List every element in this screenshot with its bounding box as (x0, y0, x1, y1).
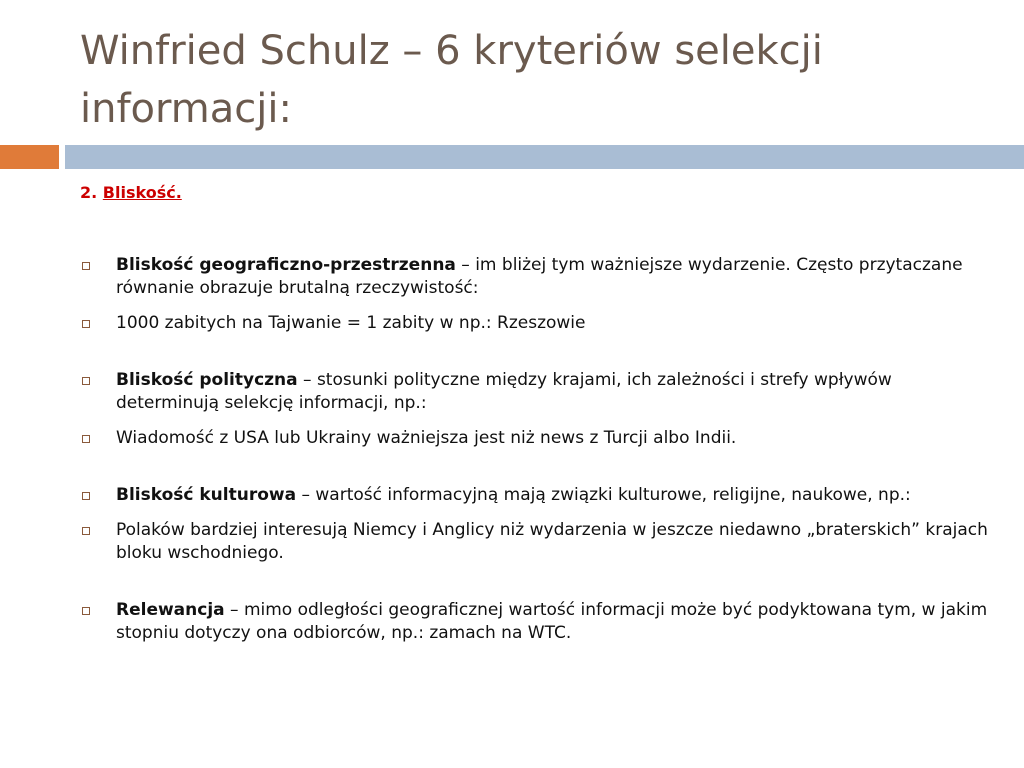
accent-bar-orange (0, 145, 59, 169)
bullet-text: – mimo odległości geograficznej wartość informacji może być podyktowana tym, w jakim stopniu dotyczy ona odbiorców, np.: zamach na WTC. (116, 600, 988, 643)
bullet-item (78, 484, 998, 507)
bullet-list (78, 254, 998, 657)
square-bullet-icon (82, 377, 90, 385)
accent-bar-blue (65, 145, 1024, 169)
bullet-item (78, 254, 998, 300)
bullet-text: – im bliżej tym ważniejsze wydarzenie. Często przytaczane równanie obrazuje brutalną rzeczywistość: (116, 255, 963, 298)
bullet-item (78, 519, 998, 565)
bullet-text: Wiadomość z USA lub Ukrainy ważniejsza jest niż news z Turcji albo Indii. (116, 428, 737, 448)
bullet-bold-term: Relewancja (116, 600, 225, 620)
square-bullet-icon (82, 262, 90, 270)
bullet-item (78, 369, 998, 415)
square-bullet-icon (82, 607, 90, 615)
subheading-number: 2. (80, 183, 98, 202)
bullet-bold-term: Bliskość kulturowa (116, 485, 297, 505)
square-bullet-icon (82, 492, 90, 500)
bullet-item (78, 312, 998, 335)
bullet-text: Polaków bardziej interesują Niemcy i Anglicy niż wydarzenia w jeszcze niedawno „braterskich” krajach bloku wschodniego. (116, 520, 988, 563)
square-bullet-icon (82, 435, 90, 443)
bullet-item (78, 427, 998, 450)
bullet-item (78, 599, 998, 645)
section-subheading (80, 183, 182, 202)
square-bullet-icon (82, 320, 90, 328)
square-bullet-icon (82, 527, 90, 535)
bullet-text: – stosunki polityczne między krajami, ich zależności i strefy wpływów determinują selekcję informacji, np.: (116, 370, 892, 413)
bullet-text: – wartość informacyjną mają związki kulturowe, religijne, naukowe, np.: (296, 485, 911, 505)
subheading-text: Bliskość. (102, 183, 182, 202)
bullet-bold-term: Bliskość geograficzno-przestrzenna (116, 255, 456, 275)
slide-title: Winfried Schulz – 6 kryteriów selekcji informacji: (80, 28, 823, 132)
bullet-text: 1000 zabitych na Tajwanie = 1 zabity w np.: Rzeszowie (116, 313, 586, 333)
bullet-bold-term: Bliskość polityczna (116, 370, 298, 390)
